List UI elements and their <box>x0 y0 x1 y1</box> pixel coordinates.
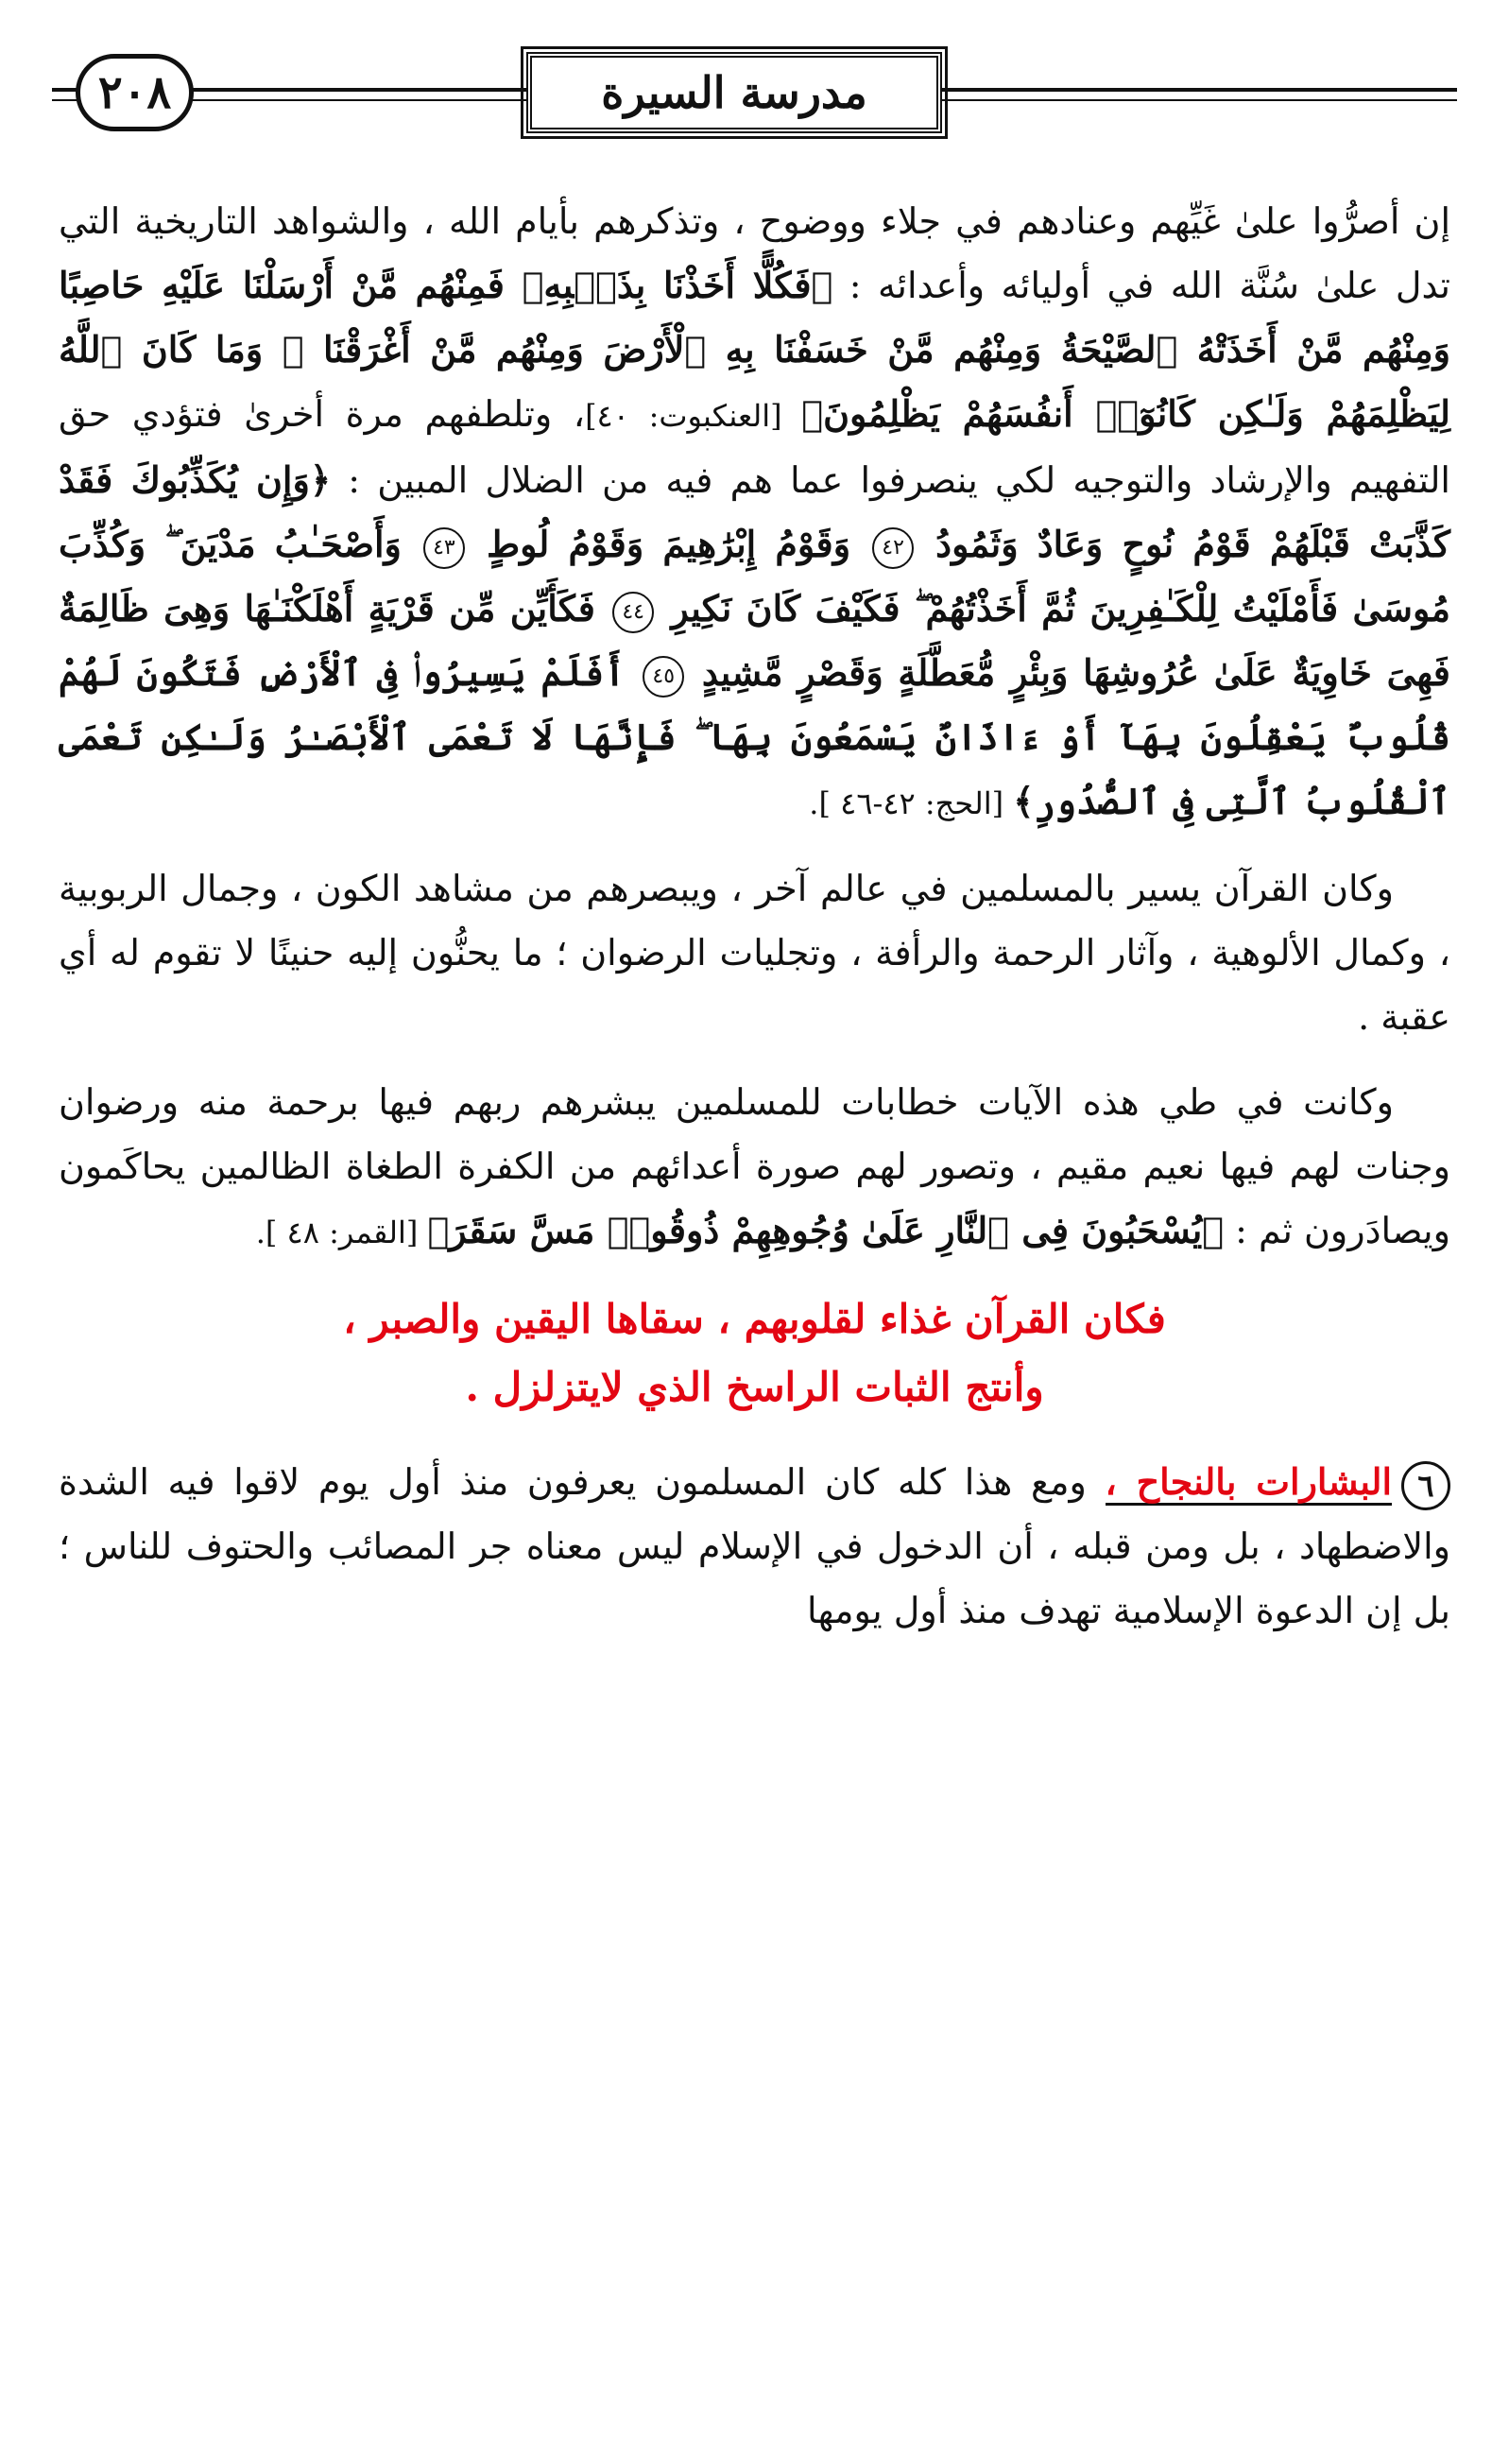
page-body <box>59 189 1450 1663</box>
ayah-number-marker: ٤٤ <box>612 592 654 633</box>
page-number: ٢٠٨ <box>76 54 194 131</box>
book-title: مدرسة السيرة <box>526 52 942 133</box>
paragraph-text: ، وتلطفهم مرة أخرىٰ فتؤدي حق التفهيم والإرشاد والتوجيه لكي ينصرفوا عما هم فيه من الضلال المبين : <box>59 393 1450 501</box>
paragraph-3 <box>59 1070 1450 1265</box>
quran-verse: ﴿وَإِن يُكَذِّبُوكَ فَقَدْ كَذَّبَتْ قَبْلَهُمْ قَوْمُ نُوحٍ وَعَادٌ وَثَمُودُ <box>59 458 1450 565</box>
section-number: ٦ <box>1401 1461 1450 1510</box>
ayah-number-marker: ٤٢ <box>872 527 914 569</box>
highlight-line: فكان القرآن غذاء لقلوبهم ، سقاها اليقين والصبر ، <box>343 1296 1166 1342</box>
paragraph-text: وكانت في طي هذه الآيات خطابات للمسلمين يبشرهم ربهم فيها برحمة منه ورضوان وجنات لهم فيها نعيم مقيم ، وتصور لهم صورة أعدائهم من الكفرة الطغاة الظالمين يحاكَمون ويصادَرون ثم : <box>59 1081 1450 1251</box>
quran-verse: فَكَأَيِّن مِّن قَرْيَةٍ أَهْلَكْنَـٰهَا وَهِىَ ظَالِمَةٌ فَهِىَ خَاوِيَةٌ عَلَىٰ عُرُوشِهَا وَبِئْرٍ مُّعَطَّلَةٍ وَقَصْرٍ مَّشِيدٍ <box>59 587 1450 694</box>
highlight-line: وأنتج الثبات الراسخ الذي لايتزلزل . <box>465 1364 1044 1410</box>
quran-verse: ﴿يُسْحَبُونَ فِى ٱلنَّارِ عَلَىٰ وُجُوهِهِمْ ذُوقُوا۟ مَسَّ سَقَرَ﴾ <box>427 1209 1225 1251</box>
paragraph-text: ومع هذا كله كان المسلمون يعرفون منذ أول يوم لاقوا فيه الشدة والاضطهاد ، بل ومن قبله ، أن الدخول في الإسلام ليس معناه جر المصائب والحتوف للناس ؛ بل إن الدعوة الإسلامية تهدف منذ أول يومها <box>59 1461 1450 1631</box>
quran-verse: وَقَوْمُ إِبْرَٰهِيمَ وَقَوْمُ لُوطٍ <box>486 523 851 565</box>
highlight-quote <box>59 1285 1450 1422</box>
quran-verse: أَفَلَمْ يَسِيرُوا۟ فِى ٱلْأَرْضِ فَتَكُونَ لَهُمْ قُلُوبٌ يَعْقِلُونَ بِهَآ أَوْ ءَاذَانٌ يَسْمَعُونَ بِهَا ۖ فَإِنَّهَا لَا تَعْمَى ٱلْأَبْصَـٰرُ وَلَـٰكِن تَعْمَى ٱلْقُلُوبُ ٱلَّتِى فِى ٱلصُّدُورِ﴾ <box>59 651 1450 822</box>
section-heading: البشارات بالنجاح ، <box>1106 1460 1392 1506</box>
page-header <box>52 52 1457 137</box>
paragraph-2: وكان القرآن يسير بالمسلمين في عالم آخر ، ويبصرهم من مشاهد الكون ، وجمال الربوبية ، وكمال الألوهية ، وآثار الرحمة والرأفة ، وتجليات الرضوان ؛ ما يحنُّون إليه حنينًا لا تقوم له أي عقبة . <box>59 868 1450 1038</box>
quran-verse: ﴿فَكُلًّا أَخَذْنَا بِذَنۢبِهِۦ فَمِنْهُم مَّنْ أَرْسَلْنَا عَلَيْهِ حَاصِبًا وَمِنْهُم مَّنْ أَخَذَتْهُ ٱلصَّيْحَةُ وَمِنْهُم مَّنْ خَسَفْنَا بِهِ ٱلْأَرْضَ وَمِنْهُم مَّنْ أَغْرَقْنَا ۚ وَمَا كَانَ ٱللَّهُ لِيَظْلِمَهُمْ وَلَـٰكِن كَانُوٓا۟ أَنفُسَهُمْ يَظْلِمُونَ﴾ <box>59 264 1451 435</box>
section-6-paragraph <box>59 1450 1450 1643</box>
paragraph-1 <box>59 189 1450 836</box>
verse-reference: [القمر: ٤٨ ]. <box>255 1215 428 1250</box>
verse-reference: [العنكبوت: ٤٠] <box>585 398 802 434</box>
paragraph-text: إن أصرُّوا علىٰ غَيِّهم وعنادهم في جلاء ووضوح ، وتذكرهم بأيام الله ، والشواهد التاريخية التي تدل علىٰ سُنَّة الله في أوليائه وأعدائه : <box>59 200 1450 306</box>
ayah-number-marker: ٤٥ <box>643 656 684 698</box>
quran-verse: وَأَصْحَـٰبُ مَدْيَنَ ۖ وَكُذِّبَ مُوسَىٰ فَأَمْلَيْتُ لِلْكَـٰفِرِينَ ثُمَّ أَخَذْتُهُمْ ۖ فَكَيْفَ كَانَ نَكِيرِ <box>59 523 1450 629</box>
ayah-number-marker: ٤٣ <box>423 527 465 569</box>
verse-reference: [الحج: ٤٢-٤٦ ]. <box>809 785 1014 821</box>
